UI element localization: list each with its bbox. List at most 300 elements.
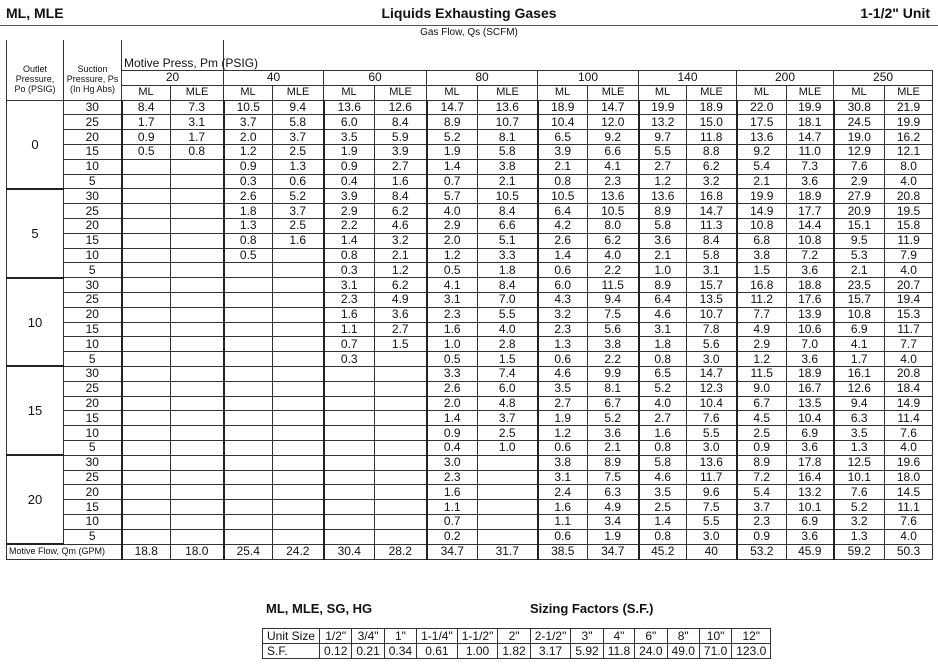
- gas-flow-cell: 19.9: [639, 100, 687, 115]
- gas-flow-cell: 13.6: [478, 100, 538, 115]
- gas-flow-cell: 18.9: [687, 100, 737, 115]
- table-row: [7, 204, 933, 219]
- gas-flow-cell: 3.1: [171, 115, 224, 130]
- table-row: [7, 352, 933, 367]
- model-col-mle: MLE: [787, 85, 834, 100]
- model-col-mle: MLE: [375, 85, 427, 100]
- gas-flow-cell: [122, 529, 171, 544]
- gas-flow-cell: 7.3: [787, 159, 834, 174]
- motive-pressure-100: 100: [538, 71, 639, 86]
- gas-flow-cell: 1.3: [834, 529, 885, 544]
- gas-flow-cell: 13.6: [687, 455, 737, 470]
- unit-size-label: 1-1/2" Unit: [860, 5, 930, 21]
- model-col-ml: ML: [834, 85, 885, 100]
- sizing-factor-cell: 0.34: [384, 644, 416, 659]
- motive-flow-cell: 40: [687, 544, 737, 559]
- gas-flow-cell: 1.0: [639, 263, 687, 278]
- gas-flow-cell: 18.9: [538, 100, 588, 115]
- table-row: [7, 100, 933, 115]
- suction-pressure-value: 15: [64, 322, 122, 337]
- suction-pressure-value: 10: [64, 248, 122, 263]
- gas-flow-cell: [171, 322, 224, 337]
- outlet-pressure-header: Outlet Pressure, Po (PSIG): [7, 40, 64, 100]
- gas-flow-cell: 0.8: [639, 529, 687, 544]
- gas-flow-cell: [375, 455, 427, 470]
- gas-flow-cell: [224, 307, 273, 322]
- gas-flow-cell: 14.7: [787, 130, 834, 145]
- motive-flow-cell: 31.7: [478, 544, 538, 559]
- unit-size-cell: 8": [667, 629, 699, 644]
- gas-flow-cell: [324, 381, 375, 396]
- sizing-factor-cell: 5.92: [571, 644, 603, 659]
- gas-flow-cell: 19.5: [885, 204, 933, 219]
- gas-flow-cell: [478, 529, 538, 544]
- gas-flow-cell: 9.0: [737, 381, 787, 396]
- gas-flow-cell: 1.4: [538, 248, 588, 263]
- gas-flow-cell: [122, 189, 171, 204]
- title-bar: [0, 0, 938, 26]
- gas-flow-cell: 5.6: [588, 322, 639, 337]
- gas-flow-cell: 14.7: [588, 100, 639, 115]
- sizing-factor-cell: 1.82: [498, 644, 530, 659]
- gas-flow-cell: 15.3: [885, 307, 933, 322]
- motive-flow-cell: 59.2: [834, 544, 885, 559]
- gas-flow-cell: 2.1: [538, 159, 588, 174]
- gas-flow-cell: 10.5: [478, 189, 538, 204]
- gas-flow-cell: 10.1: [787, 500, 834, 515]
- gas-flow-cell: 18.4: [885, 381, 933, 396]
- gas-flow-cell: [273, 248, 324, 263]
- gas-flow-cell: 16.7: [787, 381, 834, 396]
- gas-flow-cell: 3.6: [787, 352, 834, 367]
- gas-flow-cell: [324, 440, 375, 455]
- gas-flow-cell: 1.2: [375, 263, 427, 278]
- gas-flow-cell: [324, 500, 375, 515]
- gas-flow-cell: 3.4: [588, 514, 639, 529]
- table-row: [7, 514, 933, 529]
- model-col-ml: ML: [639, 85, 687, 100]
- gas-flow-cell: [273, 263, 324, 278]
- gas-flow-cell: [171, 485, 224, 500]
- gas-flow-cell: [171, 514, 224, 529]
- gas-flow-cell: 1.0: [427, 337, 478, 352]
- gas-flow-cell: [324, 529, 375, 544]
- motive-pressure-20: 20: [122, 71, 224, 86]
- gas-flow-cell: 15.7: [834, 292, 885, 307]
- gas-flow-cell: 5.5: [687, 514, 737, 529]
- gas-flow-cell: 6.9: [787, 514, 834, 529]
- gas-flow-cell: 7.4: [478, 366, 538, 381]
- gas-flow-cell: 2.7: [375, 322, 427, 337]
- table-row: [7, 485, 933, 500]
- gas-flow-cell: 1.3: [273, 159, 324, 174]
- gas-flow-cell: 0.7: [324, 337, 375, 352]
- gas-flow-cell: [171, 500, 224, 515]
- gas-flow-cell: 1.2: [538, 426, 588, 441]
- gas-flow-cell: 6.0: [324, 115, 375, 130]
- gas-flow-cell: [273, 366, 324, 381]
- gas-flow-cell: [224, 278, 273, 293]
- gas-flow-cell: [375, 366, 427, 381]
- gas-flow-cell: [375, 426, 427, 441]
- gas-flow-cell: 4.6: [639, 470, 687, 485]
- gas-flow-cell: [224, 514, 273, 529]
- gas-flow-cell: 3.7: [273, 130, 324, 145]
- gas-flow-cell: 11.5: [588, 278, 639, 293]
- gas-flow-cell: 1.1: [538, 514, 588, 529]
- gas-flow-cell: 1.3: [224, 218, 273, 233]
- gas-flow-cell: 1.5: [737, 263, 787, 278]
- gas-flow-cell: 8.4: [375, 189, 427, 204]
- gas-flow-cell: 8.9: [639, 204, 687, 219]
- gas-flow-cell: 5.2: [639, 381, 687, 396]
- gas-flow-cell: [122, 352, 171, 367]
- gas-flow-cell: [171, 278, 224, 293]
- gas-flow-cell: [273, 514, 324, 529]
- unit-size-cell: 1": [384, 629, 416, 644]
- suction-pressure-value: 25: [64, 115, 122, 130]
- gas-flow-cell: 5.8: [478, 144, 538, 159]
- gas-flow-cell: 7.6: [834, 159, 885, 174]
- gas-flow-cell: 0.3: [324, 352, 375, 367]
- gas-flow-cell: 1.4: [639, 514, 687, 529]
- gas-flow-cell: 2.9: [737, 337, 787, 352]
- unit-size-cell: 3": [571, 629, 603, 644]
- unit-size-cell: 1-1/4": [417, 629, 458, 644]
- unit-size-cell: 1-1/2": [457, 629, 498, 644]
- gas-flow-cell: 0.4: [324, 174, 375, 189]
- gas-flow-cell: 3.6: [787, 174, 834, 189]
- table-row: [7, 233, 933, 248]
- table-row: [7, 218, 933, 233]
- gas-flow-cell: 7.6: [687, 411, 737, 426]
- gas-flow-cell: 14.9: [885, 396, 933, 411]
- gas-flow-cell: 3.1: [687, 263, 737, 278]
- suction-pressure-value: 25: [64, 381, 122, 396]
- gas-flow-cell: 16.1: [834, 366, 885, 381]
- gas-flow-cell: 6.8: [737, 233, 787, 248]
- gas-flow-cell: 5.8: [639, 455, 687, 470]
- gas-flow-cell: [224, 263, 273, 278]
- suction-pressure-value: 5: [64, 174, 122, 189]
- gas-flow-cell: [375, 440, 427, 455]
- gas-flow-cell: 0.6: [538, 352, 588, 367]
- suction-pressure-value: 5: [64, 440, 122, 455]
- sizing-factor-cell: 0.61: [417, 644, 458, 659]
- gas-flow-cell: 2.0: [427, 396, 478, 411]
- motive-flow-cell: 45.9: [787, 544, 834, 559]
- gas-flow-cell: 0.8: [171, 144, 224, 159]
- gas-flow-cell: 16.8: [737, 278, 787, 293]
- gas-flow-cell: 8.4: [478, 204, 538, 219]
- gas-flow-cell: 1.1: [427, 500, 478, 515]
- gas-flow-cell: [273, 470, 324, 485]
- gas-flow-cell: [171, 263, 224, 278]
- gas-flow-cell: 0.9: [122, 130, 171, 145]
- outlet-pressure-value: 5: [7, 189, 64, 278]
- unit-size-cell: 1/2": [320, 629, 352, 644]
- gas-flow-cell: [324, 514, 375, 529]
- gas-flow-cell: [375, 514, 427, 529]
- gas-flow-cell: 13.5: [687, 292, 737, 307]
- gas-flow-cell: 13.2: [639, 115, 687, 130]
- gas-flow-cell: 6.0: [538, 278, 588, 293]
- gas-flow-cell: [224, 292, 273, 307]
- gas-flow-cell: 5.9: [375, 130, 427, 145]
- gas-flow-cell: 2.6: [538, 233, 588, 248]
- gas-flow-cell: [224, 440, 273, 455]
- gas-flow-cell: 3.6: [588, 426, 639, 441]
- gas-flow-cell: [122, 381, 171, 396]
- motive-pressure-80: 80: [427, 71, 538, 86]
- gas-flow-cell: 3.2: [375, 233, 427, 248]
- gas-flow-cell: [273, 322, 324, 337]
- gas-flow-cell: [122, 204, 171, 219]
- gas-flow-cell: 1.7: [171, 130, 224, 145]
- gas-flow-cell: 13.9: [787, 307, 834, 322]
- gas-flow-cell: 7.6: [834, 485, 885, 500]
- gas-flow-cell: 4.6: [538, 366, 588, 381]
- gas-flow-cell: 1.7: [122, 115, 171, 130]
- gas-flow-cell: 2.3: [324, 292, 375, 307]
- gas-flow-cell: 3.6: [375, 307, 427, 322]
- gas-flow-cell: [273, 455, 324, 470]
- gas-flow-cell: 12.5: [834, 455, 885, 470]
- outlet-pressure-value: 0: [7, 100, 64, 189]
- gas-flow-cell: 22.0: [737, 100, 787, 115]
- gas-flow-cell: 3.6: [787, 263, 834, 278]
- gas-flow-cell: 0.6: [273, 174, 324, 189]
- gas-flow-cell: 7.8: [687, 322, 737, 337]
- gas-flow-cell: 5.8: [687, 248, 737, 263]
- gas-flow-cell: 1.6: [427, 322, 478, 337]
- gas-flow-cell: 2.4: [538, 485, 588, 500]
- sizing-factor-cell: 71.0: [699, 644, 731, 659]
- gas-flow-cell: 6.9: [834, 322, 885, 337]
- gas-flow-cell: 4.0: [478, 322, 538, 337]
- gas-flow-cell: [122, 233, 171, 248]
- gas-flow-cell: 0.4: [427, 440, 478, 455]
- gas-flow-cell: [171, 426, 224, 441]
- gas-flow-cell: [273, 337, 324, 352]
- gas-flow-cell: 18.9: [787, 189, 834, 204]
- gas-flow-cell: 10.4: [687, 396, 737, 411]
- suction-pressure-value: 30: [64, 189, 122, 204]
- gas-flow-cell: 10.7: [687, 307, 737, 322]
- gas-flow-cell: 1.9: [324, 144, 375, 159]
- model-col-mle: MLE: [687, 85, 737, 100]
- gas-flow-cell: 10.8: [737, 218, 787, 233]
- gas-flow-cell: 30.8: [834, 100, 885, 115]
- gas-flow-cell: 14.4: [787, 218, 834, 233]
- gas-flow-cell: 9.2: [588, 130, 639, 145]
- table-row: [7, 159, 933, 174]
- gas-flow-cell: 6.9: [787, 426, 834, 441]
- gas-flow-cell: 3.7: [224, 115, 273, 130]
- gas-flow-cell: 14.7: [427, 100, 478, 115]
- gas-flow-cell: 12.0: [588, 115, 639, 130]
- gas-flow-cell: 2.6: [427, 381, 478, 396]
- gas-flow-cell: 2.6: [224, 189, 273, 204]
- gas-flow-cell: 15.1: [834, 218, 885, 233]
- unit-size-cell: 4": [603, 629, 634, 644]
- gas-flow-cell: 7.0: [787, 337, 834, 352]
- gas-flow-cell: 3.5: [834, 426, 885, 441]
- gas-flow-cell: 5.2: [588, 411, 639, 426]
- gas-flow-cell: [122, 337, 171, 352]
- motive-pressure-140: 140: [639, 71, 737, 86]
- gas-flow-cell: [224, 485, 273, 500]
- gas-flow-cell: 23.5: [834, 278, 885, 293]
- sizing-factor-cell: 49.0: [667, 644, 699, 659]
- table-row: [7, 292, 933, 307]
- gas-flow-cell: [171, 189, 224, 204]
- gas-flow-cell: 3.8: [588, 337, 639, 352]
- gas-flow-cell: 3.1: [538, 470, 588, 485]
- gas-flow-cell: 4.6: [639, 307, 687, 322]
- gas-flow-cell: [273, 278, 324, 293]
- sizing-factor-cell: 1.00: [457, 644, 498, 659]
- gas-flow-cell: [224, 366, 273, 381]
- gas-flow-cell: 10.4: [538, 115, 588, 130]
- gas-flow-cell: 3.2: [538, 307, 588, 322]
- outlet-pressure-value: 15: [7, 366, 64, 455]
- gas-flow-cell: 14.7: [687, 366, 737, 381]
- gas-flow-cell: [122, 218, 171, 233]
- gas-flow-cell: 3.2: [687, 174, 737, 189]
- model-col-mle: MLE: [588, 85, 639, 100]
- gas-flow-cell: 1.2: [737, 352, 787, 367]
- sizing-factor-cell: 24.0: [635, 644, 667, 659]
- gas-flow-cell: 12.1: [885, 144, 933, 159]
- gas-flow-cell: 4.3: [538, 292, 588, 307]
- unit-size-cell: 2-1/2": [530, 629, 571, 644]
- gas-flow-cell: 4.0: [885, 440, 933, 455]
- gas-flow-cell: 3.1: [639, 322, 687, 337]
- gas-flow-cell: 11.9: [885, 233, 933, 248]
- gas-flow-cell: 3.8: [737, 248, 787, 263]
- gas-flow-cell: [224, 352, 273, 367]
- gas-flow-cell: 6.2: [687, 159, 737, 174]
- gas-flow-cell: 3.0: [687, 529, 737, 544]
- gas-flow-cell: 9.2: [737, 144, 787, 159]
- performance-table: [6, 40, 933, 560]
- motive-flow-cell: 24.2: [273, 544, 324, 559]
- gas-flow-cell: 10.7: [478, 115, 538, 130]
- sf-label: S.F.: [263, 644, 320, 659]
- gas-flow-cell: 11.7: [885, 322, 933, 337]
- gas-flow-cell: [224, 322, 273, 337]
- gas-flow-cell: 3.5: [639, 485, 687, 500]
- gas-flow-cell: 4.9: [588, 500, 639, 515]
- gas-flow-cell: 5.2: [427, 130, 478, 145]
- gas-flow-cell: 1.6: [639, 426, 687, 441]
- gas-flow-cell: 4.1: [427, 278, 478, 293]
- gas-flow-cell: 4.6: [375, 218, 427, 233]
- gas-flow-cell: [224, 455, 273, 470]
- gas-flow-cell: 5.8: [273, 115, 324, 130]
- model-col-ml: ML: [224, 85, 273, 100]
- gas-flow-cell: 5.4: [737, 159, 787, 174]
- table-row: [7, 307, 933, 322]
- gas-flow-cell: 1.0: [478, 440, 538, 455]
- gas-flow-cell: [273, 307, 324, 322]
- gas-flow-cell: 2.7: [639, 411, 687, 426]
- gas-flow-cell: [171, 307, 224, 322]
- gas-flow-cell: 1.2: [224, 144, 273, 159]
- suction-pressure-value: 15: [64, 500, 122, 515]
- motive-flow-row: [7, 544, 933, 559]
- gas-flow-cell: 1.1: [324, 322, 375, 337]
- gas-flow-cell: 8.1: [588, 381, 639, 396]
- gas-flow-cell: 4.0: [885, 174, 933, 189]
- gas-flow-cell: 4.9: [737, 322, 787, 337]
- suction-pressure-value: 5: [64, 352, 122, 367]
- page-title: Liquids Exhausting Gases: [381, 5, 557, 21]
- gas-flow-cell: 0.8: [224, 233, 273, 248]
- gas-flow-cell: 2.0: [427, 233, 478, 248]
- motive-flow-cell: 28.2: [375, 544, 427, 559]
- gas-flow-cell: 11.7: [687, 470, 737, 485]
- gas-flow-cell: 7.7: [737, 307, 787, 322]
- suction-pressure-header: Suction Pressure, Ps (In Hg Abs): [64, 40, 122, 100]
- gas-flow-cell: 17.7: [787, 204, 834, 219]
- gas-flow-cell: 9.4: [588, 292, 639, 307]
- gas-flow-cell: 3.0: [427, 455, 478, 470]
- gas-flow-cell: [171, 455, 224, 470]
- gas-flow-cell: 4.1: [834, 337, 885, 352]
- gas-flow-cell: 4.0: [588, 248, 639, 263]
- gas-flow-cell: [324, 485, 375, 500]
- gas-flow-cell: 0.3: [324, 263, 375, 278]
- gas-flow-cell: 6.0: [478, 381, 538, 396]
- gas-flow-cell: 2.1: [375, 248, 427, 263]
- gas-flow-cell: [171, 352, 224, 367]
- gas-flow-cell: 3.6: [787, 529, 834, 544]
- gas-flow-cell: 16.8: [687, 189, 737, 204]
- gas-flow-cell: 1.5: [478, 352, 538, 367]
- gas-flow-cell: 10.8: [787, 233, 834, 248]
- gas-flow-cell: 8.9: [639, 278, 687, 293]
- gas-flow-cell: [171, 396, 224, 411]
- table-row: [7, 278, 933, 293]
- gas-flow-cell: [122, 500, 171, 515]
- gas-flow-cell: 7.2: [787, 248, 834, 263]
- gas-flow-cell: 4.0: [885, 529, 933, 544]
- gas-flow-cell: 2.7: [639, 159, 687, 174]
- gas-flow-cell: 9.4: [834, 396, 885, 411]
- gas-flow-cell: [375, 485, 427, 500]
- gas-flow-cell: 3.8: [478, 159, 538, 174]
- model-col-ml: ML: [427, 85, 478, 100]
- gas-flow-cell: [122, 426, 171, 441]
- gas-flow-cell: [324, 455, 375, 470]
- gas-flow-cell: 2.3: [538, 322, 588, 337]
- gas-flow-cell: 2.9: [427, 218, 478, 233]
- table-row: [7, 248, 933, 263]
- gas-flow-cell: 4.8: [478, 396, 538, 411]
- suction-pressure-value: 15: [64, 144, 122, 159]
- gas-flow-cell: [273, 440, 324, 455]
- gas-flow-cell: 2.7: [375, 159, 427, 174]
- gas-flow-cell: 2.7: [538, 396, 588, 411]
- gas-flow-cell: 2.0: [224, 130, 273, 145]
- gas-flow-cell: 0.6: [538, 529, 588, 544]
- gas-flow-cell: 20.9: [834, 204, 885, 219]
- gas-flow-cell: [375, 411, 427, 426]
- unit-size-cell: 6": [635, 629, 667, 644]
- gas-flow-cell: [122, 411, 171, 426]
